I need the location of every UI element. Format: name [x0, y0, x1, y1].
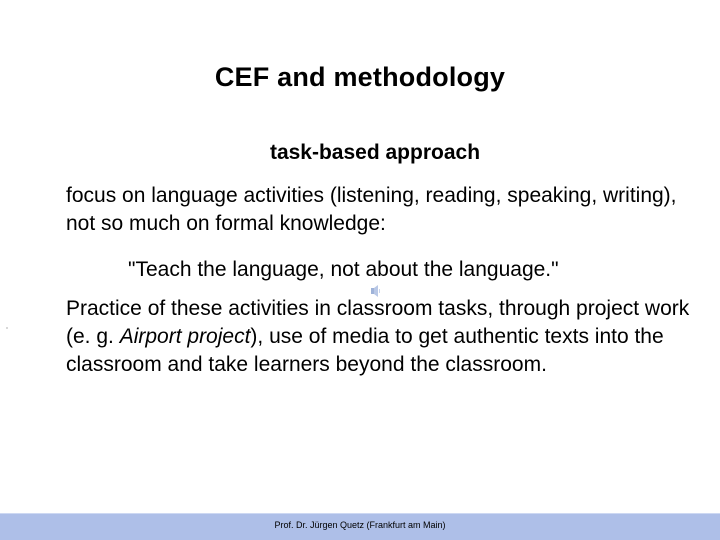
slide-title: CEF and methodology: [214, 62, 506, 92]
quote-text: "Teach the language, not about the language.": [128, 258, 559, 281]
footer-credit: Prof. Dr. Jürgen Quetz (Frankfurt am Main): [274, 520, 446, 530]
footer-bar: [0, 513, 720, 540]
slide-subtitle: task-based approach: [269, 141, 481, 164]
paragraph-practice-start: Practice of these activities in classroom tasks, through project work (e. g.: [66, 297, 690, 348]
edge-artifact: [6, 327, 8, 329]
paragraph-practice-end: ), use of media to get authentic texts into the classroom and take learners beyond the classroom.: [66, 325, 664, 376]
paragraph-practice: [66, 295, 696, 379]
paragraph-focus: focus on language activities (listening, reading, speaking, writing), not so much on formal knowledge:: [66, 184, 677, 235]
airport-project-italic: Airport project: [119, 325, 251, 348]
